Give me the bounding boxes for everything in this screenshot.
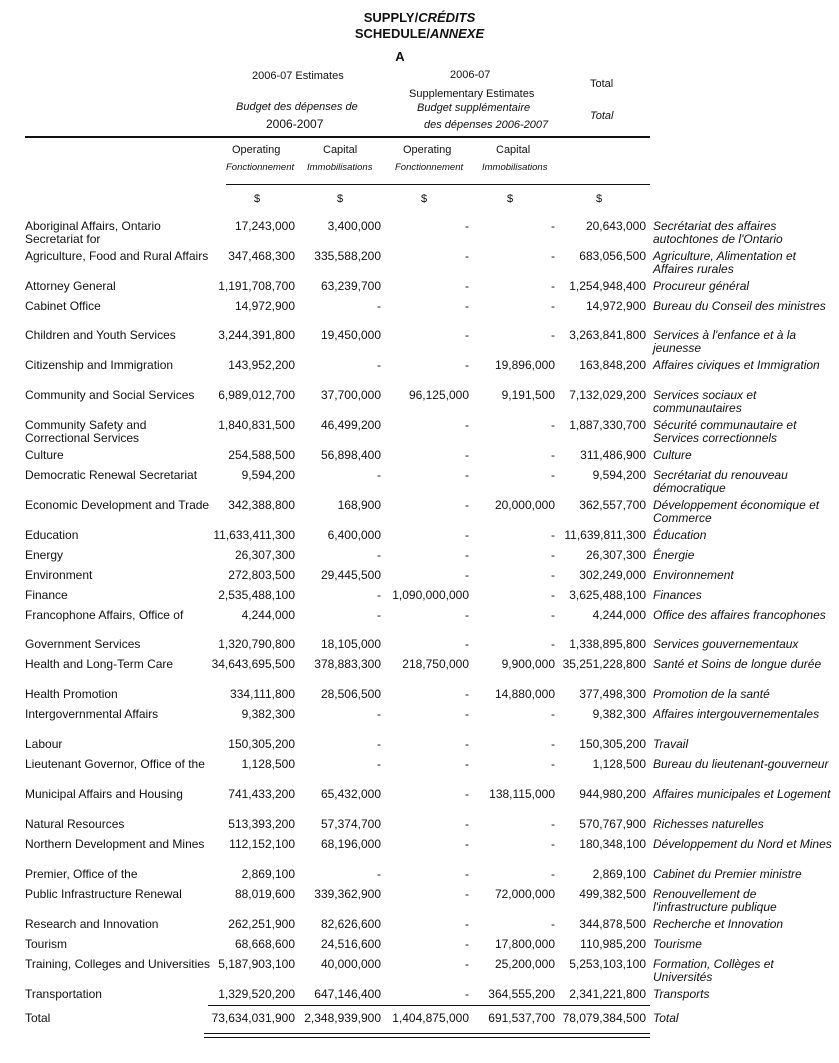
total-value: 683,056,500 [579, 249, 646, 263]
est-capital-value: 57,374,700 [320, 817, 381, 831]
ministry-name-fr: Développement économique et Commerce [653, 498, 820, 525]
ministry-name-fr: Total [653, 1011, 679, 1025]
total-value: 499,382,500 [579, 887, 646, 901]
ministry-name-fr: Services gouvernementaux [653, 637, 799, 651]
sup-operating-value: - [465, 418, 469, 432]
sup-operating-value: - [465, 328, 469, 342]
ministry-name-en: Economic Development and Trade [25, 498, 210, 512]
total-value: 2,869,100 [592, 867, 646, 881]
est-capital-value: 40,000,000 [320, 957, 381, 971]
est-capital-value: 19,450,000 [320, 328, 381, 342]
supplementary-header-fr1: Budget supplémentaire [417, 102, 531, 114]
ministry-name-fr: Cabinet du Premier ministre [653, 867, 802, 881]
est-capital-value: 3,400,000 [327, 219, 381, 233]
total-value: 4,244,000 [592, 608, 646, 622]
total-top-rule [208, 1005, 650, 1006]
ministry-name-en: Public Infrastructure Renewal [25, 887, 182, 901]
est-capital-value: 68,196,000 [320, 837, 381, 851]
ministry-name-fr: Services sociaux et communautaires [653, 388, 757, 415]
sup-capital-value: 25,200,000 [494, 957, 555, 971]
total-value: 377,498,300 [579, 687, 646, 701]
currency-sup-capital: $ [507, 193, 514, 205]
est-capital-header-fr: Immobilisations [307, 162, 373, 173]
sup-capital-value: - [551, 418, 555, 432]
est-operating-value: 334,111,800 [230, 687, 295, 701]
ministry-name-fr: Affaires municipales et Logement [653, 787, 831, 801]
est-capital-value: - [377, 299, 381, 313]
total-value: 2,341,221,800 [569, 987, 646, 1001]
sup-operating-value: - [465, 608, 469, 622]
sup-operating-value: - [465, 937, 469, 951]
sup-operating-value: - [465, 219, 469, 233]
est-operating-value: 2,869,100 [241, 867, 295, 881]
estimates-header-en: 2006-07 Estimates [252, 70, 344, 82]
total-value: 1,254,948,400 [569, 279, 646, 293]
ministry-name-fr: Office des affaires francophones [653, 608, 826, 622]
ministry-name-en: Labour [25, 737, 63, 751]
currency-sup-operating: $ [421, 193, 428, 205]
total-value: 26,307,300 [585, 548, 646, 562]
total-value: 9,594,200 [592, 468, 646, 482]
ministry-name-fr: Environnement [653, 568, 734, 582]
sup-capital-value: - [551, 608, 555, 622]
sup-capital-value: 9,900,000 [501, 657, 555, 671]
est-capital-value: 339,362,900 [314, 887, 381, 901]
sup-operating-value: - [465, 498, 469, 512]
sup-operating-value: - [465, 279, 469, 293]
sup-operating-value: - [465, 568, 469, 582]
sup-operating-value: - [465, 687, 469, 701]
total-header-en: Total [590, 78, 614, 90]
sup-capital-value: 9,191,500 [501, 388, 555, 402]
sup-capital-value: 72,000,000 [494, 887, 555, 901]
ministry-name-fr: Promotion de la santé [653, 687, 770, 701]
est-operating-value: 88,019,600 [234, 887, 295, 901]
sup-operating-value: - [465, 448, 469, 462]
est-capital-value: - [377, 757, 381, 771]
sup-capital-value: - [551, 867, 555, 881]
ministry-name-en: Culture [25, 448, 64, 462]
total-value: 14,972,900 [585, 299, 646, 313]
sup-capital-value: - [551, 588, 555, 602]
sup-capital-value: - [551, 707, 555, 721]
est-operating-value: 34,643,695,500 [211, 657, 295, 671]
ministry-name-fr: Bureau du Conseil des ministres [653, 299, 826, 313]
ministry-name-en: Community and Social Services [25, 388, 195, 402]
ministry-name-en: Intergovernmental Affairs [25, 707, 159, 721]
ministry-name-en: Health Promotion [25, 687, 118, 701]
sup-capital-value: - [551, 219, 555, 233]
total-value: 302,249,000 [579, 568, 646, 582]
ministry-name-en: Premier, Office of the [25, 867, 138, 881]
total-value: 9,382,300 [592, 707, 646, 721]
total-header-fr: Total [590, 110, 614, 122]
sup-capital-value: - [551, 568, 555, 582]
sup-operating-value: - [465, 867, 469, 881]
est-capital-header: Capital [323, 144, 358, 156]
est-operating-value: 143,952,200 [228, 358, 295, 372]
sup-capital-value: - [551, 637, 555, 651]
subheader-rule [226, 184, 650, 185]
est-operating-value: 1,320,790,800 [218, 637, 295, 651]
sup-operating-value: 218,750,000 [402, 657, 469, 671]
total-value: 110,985,200 [580, 937, 646, 951]
est-operating-value: 272,803,500 [228, 568, 295, 582]
total-value: 163,848,200 [579, 358, 646, 372]
ministry-name-en: Total [25, 1011, 51, 1025]
ministry-name-en: Attorney General [25, 279, 116, 293]
sup-operating-value: - [465, 817, 469, 831]
est-operating-value: 9,382,300 [241, 707, 295, 721]
sup-operating-value: - [465, 707, 469, 721]
sup-operating-value: 1,090,000,000 [392, 588, 469, 602]
ministry-name-fr: Procureur général [653, 279, 750, 293]
est-capital-value: - [377, 608, 381, 622]
est-capital-value: 6,400,000 [327, 528, 381, 542]
est-capital-value: 82,626,600 [320, 917, 381, 931]
sup-capital-value: - [551, 249, 555, 263]
currency-est-capital: $ [337, 193, 344, 205]
est-capital-value: - [377, 468, 381, 482]
total-value: 11,639,811,300 [564, 528, 646, 542]
ministry-name-en: Research and Innovation [25, 917, 159, 931]
est-capital-value: 335,588,200 [314, 249, 381, 263]
sup-capital-value: - [551, 528, 555, 542]
sup-operating-value: 96,125,000 [408, 388, 469, 402]
sup-operating-value: - [465, 757, 469, 771]
currency-est-operating: $ [254, 193, 261, 205]
ministry-name-fr: Formation, Collèges et Universités [653, 957, 774, 984]
est-operating-header-fr: Fonctionnement [226, 162, 295, 173]
ministry-name-en: Government Services [25, 637, 141, 651]
ministry-name-fr: Énergie [653, 548, 695, 562]
est-operating-value: 26,307,300 [234, 548, 295, 562]
total-bottom-rule-2 [204, 1037, 650, 1038]
ministry-name-en: Cabinet Office [25, 299, 101, 313]
est-operating-value: 262,251,900 [228, 917, 295, 931]
est-operating-value: 1,329,520,200 [218, 987, 295, 1001]
sup-capital-value: - [551, 299, 555, 313]
est-capital-value: 56,898,400 [320, 448, 381, 462]
est-capital-value: 24,516,600 [320, 937, 381, 951]
ministry-name-en: Democratic Renewal Secretariat [25, 468, 198, 482]
total-value: 180,348,100 [579, 837, 646, 851]
total-value: 3,625,488,100 [569, 588, 646, 602]
sup-operating-header: Operating [403, 144, 452, 156]
ministry-name-fr: Transports [653, 987, 710, 1001]
ministry-name-fr: Recherche et Innovation [653, 917, 784, 931]
sup-operating-value: - [465, 837, 469, 851]
ministry-name-fr: Secrétariat des affaires autochtones de l'Ontario [653, 219, 783, 246]
est-capital-value: 18,105,000 [320, 637, 381, 651]
sup-capital-value: 364,555,200 [488, 987, 555, 1001]
total-value: 1,338,895,800 [569, 637, 646, 651]
ministry-name-fr: Affaires civiques et Immigration [653, 358, 820, 372]
sup-operating-value: - [465, 957, 469, 971]
estimates-header-year: 2006-2007 [266, 117, 324, 131]
sup-operating-value: - [465, 358, 469, 372]
title-line-letter: A [395, 49, 405, 64]
est-operating-value: 2,535,488,100 [218, 588, 295, 602]
total-value: 570,767,900 [579, 817, 646, 831]
est-operating-value: 17,243,000 [234, 219, 295, 233]
est-operating-value: 11,633,411,300 [213, 528, 295, 542]
ministry-name-fr: Bureau du lieutenant-gouverneur [653, 757, 829, 771]
total-value: 944,980,200 [579, 787, 646, 801]
total-value: 1,128,500 [592, 757, 646, 771]
est-operating-value: 3,244,391,800 [218, 328, 295, 342]
sup-operating-value: - [465, 299, 469, 313]
est-operating-value: 9,594,200 [241, 468, 295, 482]
sup-capital-value: - [551, 817, 555, 831]
sup-capital-value: - [551, 328, 555, 342]
sup-operating-value: - [465, 787, 469, 801]
est-operating-value: 1,128,500 [241, 757, 295, 771]
est-operating-value: 342,388,800 [228, 498, 295, 512]
total-value: 5,253,103,100 [569, 957, 646, 971]
est-capital-value: 378,883,300 [314, 657, 381, 671]
est-operating-value: 254,588,500 [228, 448, 295, 462]
ministry-name-en: Agriculture, Food and Rural Affairs [25, 249, 209, 263]
title-line-schedule: SCHEDULE/ANNEXE [354, 26, 485, 41]
total-value: 344,878,500 [579, 917, 646, 931]
est-operating-value: 112,152,100 [229, 837, 295, 851]
sup-operating-value: - [465, 917, 469, 931]
est-capital-value: 65,432,000 [320, 787, 381, 801]
total-value: 311,486,900 [580, 448, 646, 462]
est-operating-value: 347,468,300 [228, 249, 295, 263]
est-capital-value: - [377, 867, 381, 881]
sup-operating-value: - [465, 637, 469, 651]
est-operating-value: 741,433,200 [228, 787, 295, 801]
estimates-header-fr: Budget des dépenses de [236, 101, 358, 113]
ministry-name-en: Tourism [25, 937, 68, 951]
ministry-name-fr: Richesses naturelles [653, 817, 764, 831]
sup-capital-value: 19,896,000 [494, 358, 555, 372]
sup-operating-value: - [465, 249, 469, 263]
ministry-name-fr: Finances [653, 588, 702, 602]
ministry-name-fr: Services à l'enfance et à la jeunesse [653, 328, 797, 355]
sup-capital-value: - [551, 468, 555, 482]
ministry-name-fr: Santé et Soins de longue durée [653, 657, 822, 671]
sup-capital-value: - [551, 279, 555, 293]
ministry-name-fr: Renouvellement de l'infrastructure publique [653, 887, 777, 914]
est-capital-value: 46,499,200 [320, 418, 381, 432]
header-rule [25, 136, 650, 138]
ministry-name-fr: Développement du Nord et Mines [653, 837, 832, 851]
sup-operating-value: - [465, 887, 469, 901]
ministry-name-fr: Culture [653, 448, 692, 462]
currency-total: $ [596, 193, 603, 205]
ministry-name-fr: Tourisme [653, 937, 702, 951]
est-capital-value: 37,700,000 [320, 388, 381, 402]
sup-operating-value: 1,404,875,000 [392, 1011, 469, 1025]
total-value: 3,263,841,800 [569, 328, 646, 342]
total-value: 1,887,330,700 [569, 418, 646, 432]
sup-capital-value: - [551, 837, 555, 851]
ministry-name-en: Northern Development and Mines [25, 837, 205, 851]
est-operating-value: 1,191,708,700 [218, 279, 295, 293]
est-operating-value: 6,989,012,700 [218, 388, 295, 402]
est-operating-value: 73,634,031,900 [211, 1011, 295, 1025]
total-bottom-rule-1 [204, 1033, 650, 1034]
est-capital-value: 28,506,500 [320, 687, 381, 701]
est-capital-value: - [377, 707, 381, 721]
ministry-name-en: Citizenship and Immigration [25, 358, 174, 372]
ministry-name-en: Training, Colleges and Universities [25, 957, 210, 971]
ministry-name-en: Natural Resources [25, 817, 125, 831]
sup-operating-value: - [465, 548, 469, 562]
sup-operating-value: - [465, 987, 469, 1001]
ministry-name-fr: Sécurité communautaire et Services correctionnels [653, 418, 797, 445]
total-value: 150,305,200 [579, 737, 646, 751]
sup-capital-header-fr: Immobilisations [482, 162, 548, 173]
supplementary-header-fr2: des dépenses 2006-2007 [424, 119, 549, 131]
est-operating-header: Operating [232, 144, 281, 156]
sup-capital-value: 138,115,000 [489, 787, 555, 801]
est-capital-value: - [377, 358, 381, 372]
ministry-name-fr: Secrétariat du renouveau démocratique [653, 468, 788, 495]
ministry-name-en: Community Safety and Correctional Services [25, 418, 147, 445]
est-operating-value: 4,244,000 [241, 608, 295, 622]
est-capital-value: 2,348,939,900 [304, 1011, 381, 1025]
ministry-name-en: Transportation [25, 987, 102, 1001]
sup-operating-header-fr: Fonctionnement [395, 162, 464, 173]
sup-capital-header: Capital [496, 144, 531, 156]
total-value: 78,079,384,500 [562, 1011, 646, 1025]
sup-capital-value: 17,800,000 [494, 937, 555, 951]
est-capital-value: 63,239,700 [320, 279, 381, 293]
est-capital-value: 168,900 [337, 498, 381, 512]
sup-capital-value: 14,880,000 [494, 687, 555, 701]
sup-capital-value: - [551, 917, 555, 931]
est-capital-value: - [377, 548, 381, 562]
est-operating-value: 1,840,831,500 [218, 418, 295, 432]
title-line-supply: SUPPLY/CRÉDITS [363, 10, 476, 25]
ministry-name-en: Lieutenant Governor, Office of the [25, 757, 205, 771]
total-value: 35,251,228,800 [562, 657, 646, 671]
total-value: 362,557,700 [579, 498, 646, 512]
ministry-name-en: Municipal Affairs and Housing [25, 787, 183, 801]
ministry-name-fr: Travail [653, 737, 689, 751]
ministry-name-fr: Agriculture, Alimentation et Affaires rurales [653, 249, 796, 276]
sup-capital-value: - [551, 757, 555, 771]
sup-operating-value: - [465, 528, 469, 542]
total-value: 20,643,000 [585, 219, 646, 233]
ministry-name-fr: Éducation [653, 528, 707, 542]
total-value: 7,132,029,200 [569, 388, 646, 402]
est-operating-value: 513,393,200 [228, 817, 295, 831]
ministry-name-en: Education [25, 528, 79, 542]
ministry-name-en: Environment [25, 568, 93, 582]
est-capital-value: - [377, 737, 381, 751]
sup-operating-value: - [465, 468, 469, 482]
sup-operating-value: - [465, 737, 469, 751]
est-operating-value: 68,668,600 [234, 937, 295, 951]
ministry-name-en: Finance [25, 588, 68, 602]
ministry-name-en: Health and Long-Term Care [25, 657, 174, 671]
supplementary-header-year: 2006-07 [450, 69, 491, 81]
est-capital-value: 29,445,500 [320, 568, 381, 582]
sup-capital-value: - [551, 548, 555, 562]
est-capital-value: 647,146,400 [314, 987, 381, 1001]
est-capital-value: - [377, 588, 381, 602]
est-operating-value: 5,187,903,100 [218, 957, 295, 971]
est-operating-value: 150,305,200 [228, 737, 295, 751]
ministry-name-fr: Affaires intergouvernementales [653, 707, 820, 721]
sup-capital-value: - [551, 448, 555, 462]
sup-capital-value: 691,537,700 [488, 1011, 555, 1025]
est-operating-value: 14,972,900 [234, 299, 295, 313]
ministry-name-en: Aboriginal Affairs, Ontario Secretariat for [25, 219, 161, 246]
sup-capital-value: - [551, 737, 555, 751]
ministry-name-en: Children and Youth Services [25, 328, 176, 342]
ministry-name-en: Francophone Affairs, Office of [25, 608, 184, 622]
sup-capital-value: 20,000,000 [494, 498, 555, 512]
supplementary-header-en: Supplementary Estimates [409, 88, 535, 100]
ministry-name-en: Energy [25, 548, 64, 562]
